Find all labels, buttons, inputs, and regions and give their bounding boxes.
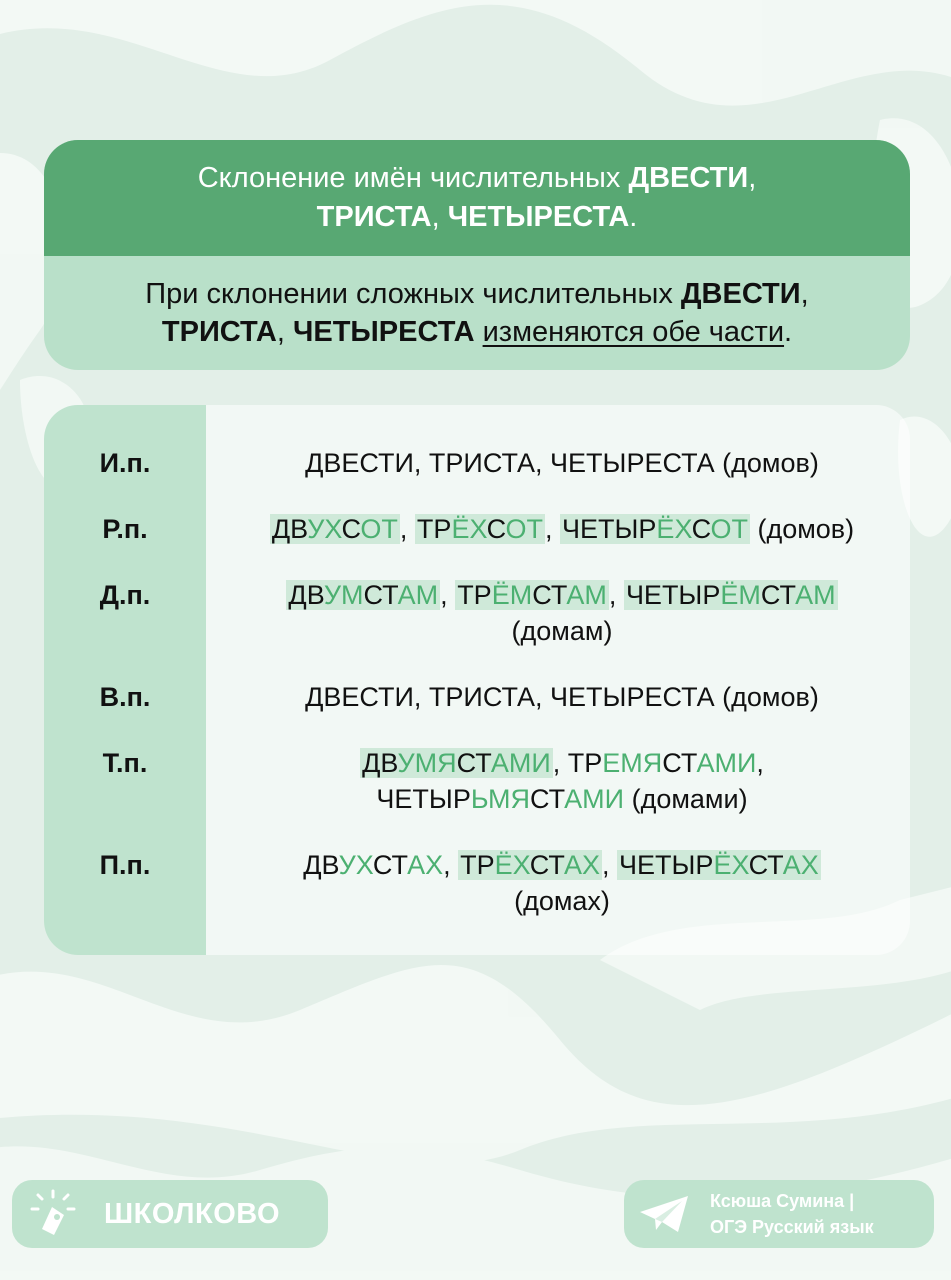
- case-forms: ДВУМСТАМ, ТРЁМСТАМ, ЧЕТЫРЁМСТАМ (домам): [288, 580, 836, 646]
- rule-word-dvesti: ДВЕСТИ: [680, 278, 801, 310]
- topic-card: [44, 140, 910, 370]
- school-logo-icon: [28, 1189, 78, 1239]
- rule-comma-2: ,: [276, 316, 293, 348]
- title-comma: ,: [748, 162, 757, 194]
- title-comma-2: ,: [431, 201, 448, 233]
- rule-space: [475, 316, 483, 348]
- title-period: .: [629, 201, 638, 233]
- case-label: Т.п.: [102, 748, 148, 778]
- rule-period: .: [784, 316, 793, 348]
- title-word-chetyresta: ЧЕТЫРЕСТА: [447, 201, 630, 233]
- rule-text: При склонении сложных числительных: [145, 278, 681, 310]
- author-name: Ксюша Сумина |: [710, 1191, 855, 1211]
- brand-badge: [12, 1180, 328, 1248]
- rule-statement: [44, 256, 910, 370]
- case-label: Д.п.: [99, 580, 151, 610]
- author-info: [710, 1188, 874, 1240]
- case-label: Р.п.: [102, 514, 148, 544]
- author-course: ОГЭ Русский язык: [710, 1217, 874, 1237]
- case-label: И.п.: [99, 448, 151, 478]
- topic-title: [44, 140, 910, 256]
- telegram-icon: [638, 1194, 690, 1234]
- title-text: Склонение имён числительных: [197, 162, 629, 194]
- author-badge[interactable]: [624, 1180, 934, 1248]
- case-forms: ДВЕСТИ, ТРИСТА, ЧЕТЫРЕСТА (домов): [305, 448, 819, 478]
- case-forms: ДВУХСТАХ, ТРЁХСТАХ, ЧЕТЫРЁХСТАХ (домах): [303, 850, 819, 916]
- title-word-dvesti: ДВЕСТИ: [628, 162, 749, 194]
- rule-word-chetyresta: ЧЕТЫРЕСТА: [292, 316, 475, 348]
- rule-word-trista: ТРИСТА: [161, 316, 277, 348]
- declension-table: [44, 405, 910, 955]
- case-label: В.п.: [99, 682, 151, 712]
- case-forms: ДВУМЯСТАМИ, ТРЕМЯСТАМИ, ЧЕТЫРЬМЯСТАМИ (домами): [362, 748, 764, 814]
- title-word-trista: ТРИСТА: [316, 201, 432, 233]
- rule-underlined-phrase: изменяются обе части: [482, 316, 785, 348]
- case-forms: ДВЕСТИ, ТРИСТА, ЧЕТЫРЕСТА (домов): [305, 682, 819, 712]
- rule-comma: ,: [800, 278, 809, 310]
- case-label: П.п.: [99, 850, 151, 880]
- brand-name: ШКОЛКОВО: [104, 1197, 281, 1230]
- case-forms: ДВУХСОТ, ТРЁХСОТ, ЧЕТЫРЁХСОТ (домов): [271, 514, 855, 544]
